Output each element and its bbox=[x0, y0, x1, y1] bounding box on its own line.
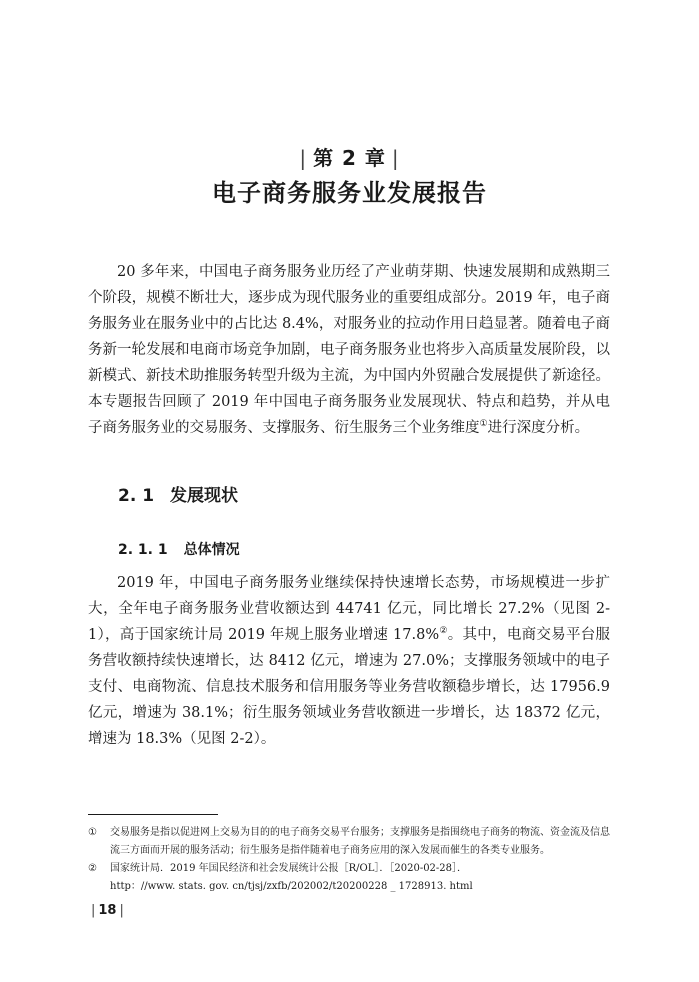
section-title: 发展现状 bbox=[170, 486, 239, 506]
body-text-end: 。其中，电商交易平台服务营收额持续快速增长，达 8412 亿元，增速为 27.0%；支撑服务领域中的电子支付、电商物流、信息技术服务和信用服务等业务营收额稳步增长，达 17956.9 亿元，增速为 38.1%；衍生服务领域业务营收额进一步增长，达 18372 亿元，增速为 18.3%（见图 2-2）。 bbox=[88, 627, 610, 747]
footnote-url[interactable]: http：//www. stats. gov. cn/tjsj/zxfb/202002/t20200228 _ 1728913. html bbox=[110, 881, 473, 892]
footnote-text: 交易服务是指以促进网上交易为目的的电子商务交易平台服务；支撑服务是指围绕电子商务的物流、资金流及信息流三方面而开展的服务活动；衍生服务是指伴随着电子商务应用的深入发展而催生的各类专业服务。 bbox=[110, 827, 610, 856]
intro-text: 20 多年来，中国电子商务服务业历经了产业萌芽期、快速发展期和成熟期三个阶段，规模不断壮大，逐步成为现代服务业的重要组成部分。2019 年，电子商务服务业在服务业中的占比达 8.4%，对服务业的拉动作用日趋显著。随着电子商务新一轮发展和电商市场竞争加剧，电子商务服务业也将步入高质量发展阶段，以新模式、新技术助推服务转型升级为主流，为中国内外贸融合发展提供了新途径。本专题报告回顾了 2019 年中国电子商务服务业发展现状、特点和趋势，并从电子商务服务业的交易服务、支撑服务、衍生服务三个业务维度 bbox=[88, 264, 610, 436]
intro-text-end: 进行深度分析。 bbox=[487, 420, 590, 436]
footnote-mark: ② bbox=[88, 863, 97, 874]
decorative-bar-right: | bbox=[119, 903, 124, 918]
body-text: 2019 年，中国电子商务服务业继续保持快速增长态势，市场规模进一步扩大，全年电子商务服务业营收额达到 44741 亿元，同比增长 27.2%（见图 2-1），高于国家统计局 2019 年规上服务业增速 17.8% bbox=[88, 575, 610, 643]
chapter-title: 电子商务服务业发展报告 bbox=[212, 179, 487, 207]
subsection-heading bbox=[118, 540, 240, 560]
footnote-mark: ① bbox=[88, 827, 97, 838]
section-heading bbox=[118, 485, 238, 507]
footnote-item bbox=[88, 860, 618, 896]
subsection-title: 总体情况 bbox=[183, 542, 240, 558]
footnote-divider bbox=[88, 814, 218, 815]
decorative-bar-left: | bbox=[91, 903, 96, 918]
subsection-number: 2. 1. 1 bbox=[118, 542, 168, 558]
footnote-text: 国家统计局．2019 年国民经济和社会发展统计公报［R/OL］．［2020-02-28］． bbox=[110, 863, 468, 874]
footnote-item bbox=[88, 824, 618, 860]
footnote-ref-2[interactable]: ② bbox=[439, 626, 448, 637]
chapter-number: 第 2 章 bbox=[313, 146, 386, 170]
intro-paragraph bbox=[88, 259, 610, 441]
section-number: 2. 1 bbox=[118, 486, 155, 506]
page-number-value: 18 bbox=[98, 903, 117, 918]
footnote-ref-1[interactable]: ① bbox=[479, 419, 488, 430]
page-number bbox=[88, 903, 127, 918]
chapter-label bbox=[0, 146, 699, 170]
decorative-bar-right: | bbox=[391, 146, 400, 170]
footnotes bbox=[88, 824, 618, 896]
body-paragraph bbox=[88, 570, 610, 752]
decorative-bar-left: | bbox=[299, 146, 308, 170]
